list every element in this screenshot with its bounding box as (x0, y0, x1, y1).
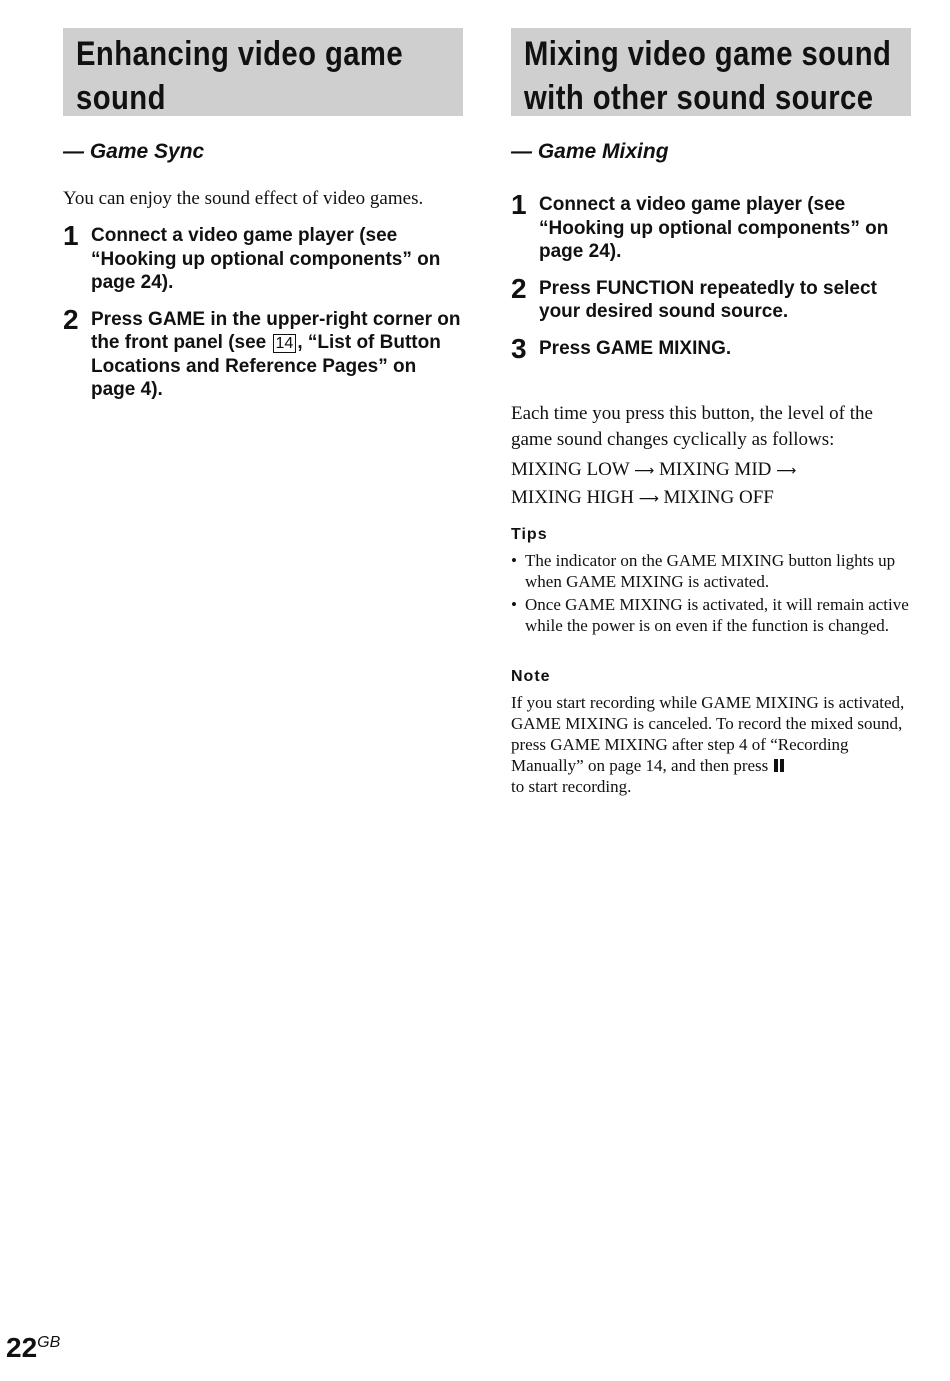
note-text (511, 692, 911, 797)
right-column (511, 28, 911, 796)
step-text: Connect a video game player (see “Hooking up optional components” on page 24). (539, 194, 889, 262)
step-text: Press FUNCTION repeatedly to select your desired sound source. (539, 277, 877, 322)
mixing-level: MIXING HIGH (511, 486, 634, 508)
step-number: 2 (511, 272, 527, 304)
bullet-icon: • (511, 551, 517, 570)
step-text: Press GAME MIXING. (539, 337, 732, 359)
section-subtitle: — Game Sync (63, 140, 205, 163)
reference-number-box: 14 (273, 334, 297, 353)
tip-text: The indicator on the GAME MIXING button lights up when GAME MIXING is activated. (525, 551, 896, 591)
step-number: 2 (63, 303, 79, 335)
step-1 (63, 220, 463, 295)
step-number: 3 (511, 332, 527, 364)
step-number: 1 (511, 189, 527, 220)
section-title-box (63, 28, 463, 116)
section-title-box (511, 28, 911, 116)
tips-heading: Tips (511, 526, 548, 543)
tip-text: Once GAME MIXING is activated, it will remain active while the power is on even if the function is changed. (525, 595, 909, 635)
step-1 (511, 189, 911, 264)
bullet-icon: • (511, 595, 517, 614)
step-number: 1 (63, 220, 79, 251)
step-text: Connect a video game player (see “Hooking up optional components” on page 24). (91, 225, 441, 293)
tips-list (511, 550, 911, 638)
arrow-icon: ⟶ (776, 463, 797, 479)
section-title: Mixing video game sound with other sound source (524, 35, 892, 117)
tip-item (511, 594, 911, 636)
left-column (63, 28, 463, 400)
step-3 (511, 332, 911, 364)
pause-icon (773, 759, 784, 772)
step-2 (511, 272, 911, 324)
step-text-part: Press GAME in the upper-right corner on the front panel (see (91, 308, 461, 353)
steps-list (511, 189, 911, 364)
cycle-description: Each time you press this button, the level of the game sound changes cyclically as follows: (511, 403, 873, 450)
section-subtitle: — Game Mixing (511, 140, 669, 163)
mixing-cycle (511, 457, 796, 512)
mixing-level: MIXING LOW (511, 459, 630, 480)
page-number (6, 1332, 60, 1364)
mixing-level: MIXING OFF (663, 486, 774, 508)
step-2 (63, 303, 463, 402)
page-number-value: 22 (6, 1332, 38, 1363)
note-body: If you start recording while GAME MIXING is activated, GAME MIXING is canceled. To record the mixed sound, press GAME MIXING after step 4 of “Recording Manually” on page 14, and then press (511, 693, 905, 775)
arrow-icon: ⟶ (634, 463, 655, 479)
section-title: Enhancing video game sound (76, 35, 404, 117)
tip-item (511, 550, 911, 592)
arrow-icon: ⟶ (638, 490, 659, 507)
steps-list (63, 220, 463, 402)
mixing-level: MIXING MID (658, 459, 772, 480)
step-text (91, 309, 461, 401)
intro-text: You can enjoy the sound effect of video games. (63, 188, 424, 209)
note-heading: Note (511, 668, 551, 685)
note-end: to start recording. (511, 777, 632, 796)
page-suffix: GB (37, 1334, 61, 1351)
step-text-part: , “List of Button Locations and Reference Pages” on page 4). (91, 332, 441, 400)
